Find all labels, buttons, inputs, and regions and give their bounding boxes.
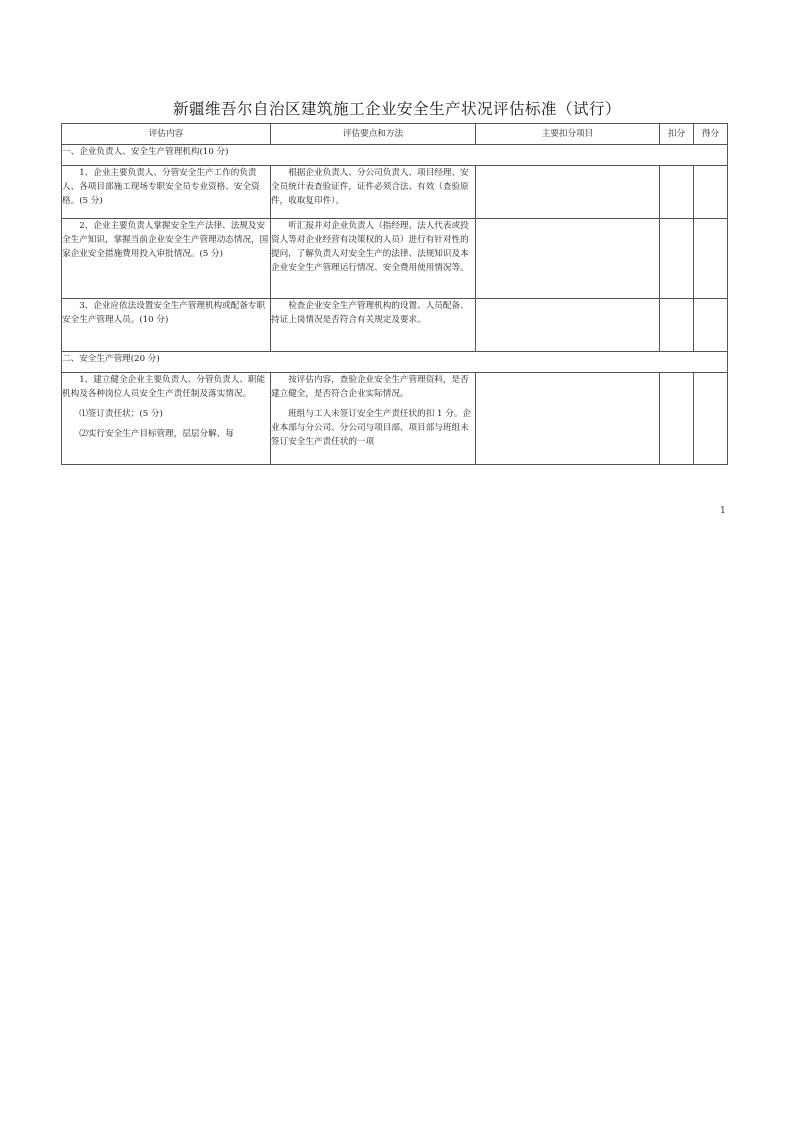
page-number: 1: [720, 506, 726, 516]
section-heading-row: [62, 352, 728, 373]
table-row: [62, 219, 728, 299]
table-row: [62, 373, 728, 465]
deduction-items-cell: [476, 219, 660, 299]
header-assessment-content: 评估内容: [62, 124, 271, 145]
score-cell: [694, 166, 728, 219]
table-row: [62, 166, 728, 219]
deduction-items-cell: [476, 299, 660, 352]
document-title: 新疆维吾尔自治区建筑施工企业安全生产状况评估标准（试行）: [172, 100, 621, 118]
header-score: 得分: [694, 124, 728, 145]
score-cell: [694, 219, 728, 299]
content-cell: 1、企业主要负责人、分管安全生产工作的负责人、各项目部施工现场专职安全员专业资格、安全资格。(5 分): [62, 166, 271, 219]
content-cell: 2、企业主要负责人掌握安全生产法律、法规及安全生产知识，掌握当前企业安全生产管理动态情况，国家企业安全措施费用投入审批情况。(5 分): [62, 219, 271, 299]
header-deduction-items: 主要扣分项目: [476, 124, 660, 145]
method-cell: 检查企业安全生产管理机构的设置、人员配备、持证上岗情况是否符合有关规定及要求。: [271, 299, 476, 352]
section-heading: 一、企业负责人、安全生产管理机构(10 分): [62, 145, 728, 166]
header-deduction: 扣分: [660, 124, 694, 145]
content-cell: 3、企业应依法设置安全生产管理机构或配备专职安全生产管理人员。(10 分): [62, 299, 271, 352]
deduction-items-cell: [476, 373, 660, 465]
method-cell: 根据企业负责人、分公司负责人、项目经理、安全员统计表查验证件，证件必须合法、有效（查验原件，收取复印件）。: [271, 166, 476, 219]
method-cell: 听汇报并对企业负责人（指经理、法人代表或投资人等对企业经营有决策权的人员）进行有针对性的提问，了解负责人对安全生产的法律、法规知识及本企业安全生产管理运行情况、安全费用使用情况等。: [271, 219, 476, 299]
deduction-cell: [660, 373, 694, 465]
table-header-row: [62, 124, 728, 145]
deduction-cell: [660, 299, 694, 352]
header-assessment-method: 评估要点和方法: [271, 124, 476, 145]
method-cell: 按评估内容，查验企业安全生产管理资料，是否建立健全，是否符合企业实际情况。 班组与工人未签订安全生产责任状的扣 1 分。企业本部与分公司、分公司与项目部、项目部与班组未签订安全生产责任状的一项: [271, 373, 476, 465]
deduction-cell: [660, 219, 694, 299]
section-heading-row: [62, 145, 728, 166]
table-row: [62, 299, 728, 352]
deduction-items-cell: [476, 166, 660, 219]
score-cell: [694, 299, 728, 352]
score-cell: [694, 373, 728, 465]
assessment-table: [61, 123, 728, 465]
section-heading: 二、安全生产管理(20 分): [62, 352, 728, 373]
content-cell: 1、建立健全企业主要负责人、分管负责人、职能机构及各种岗位人员安全生产责任制及落实情况。 ⑴签订责任状；(5 分) ⑵实行安全生产目标管理，层层分解，每: [62, 373, 271, 465]
deduction-cell: [660, 166, 694, 219]
